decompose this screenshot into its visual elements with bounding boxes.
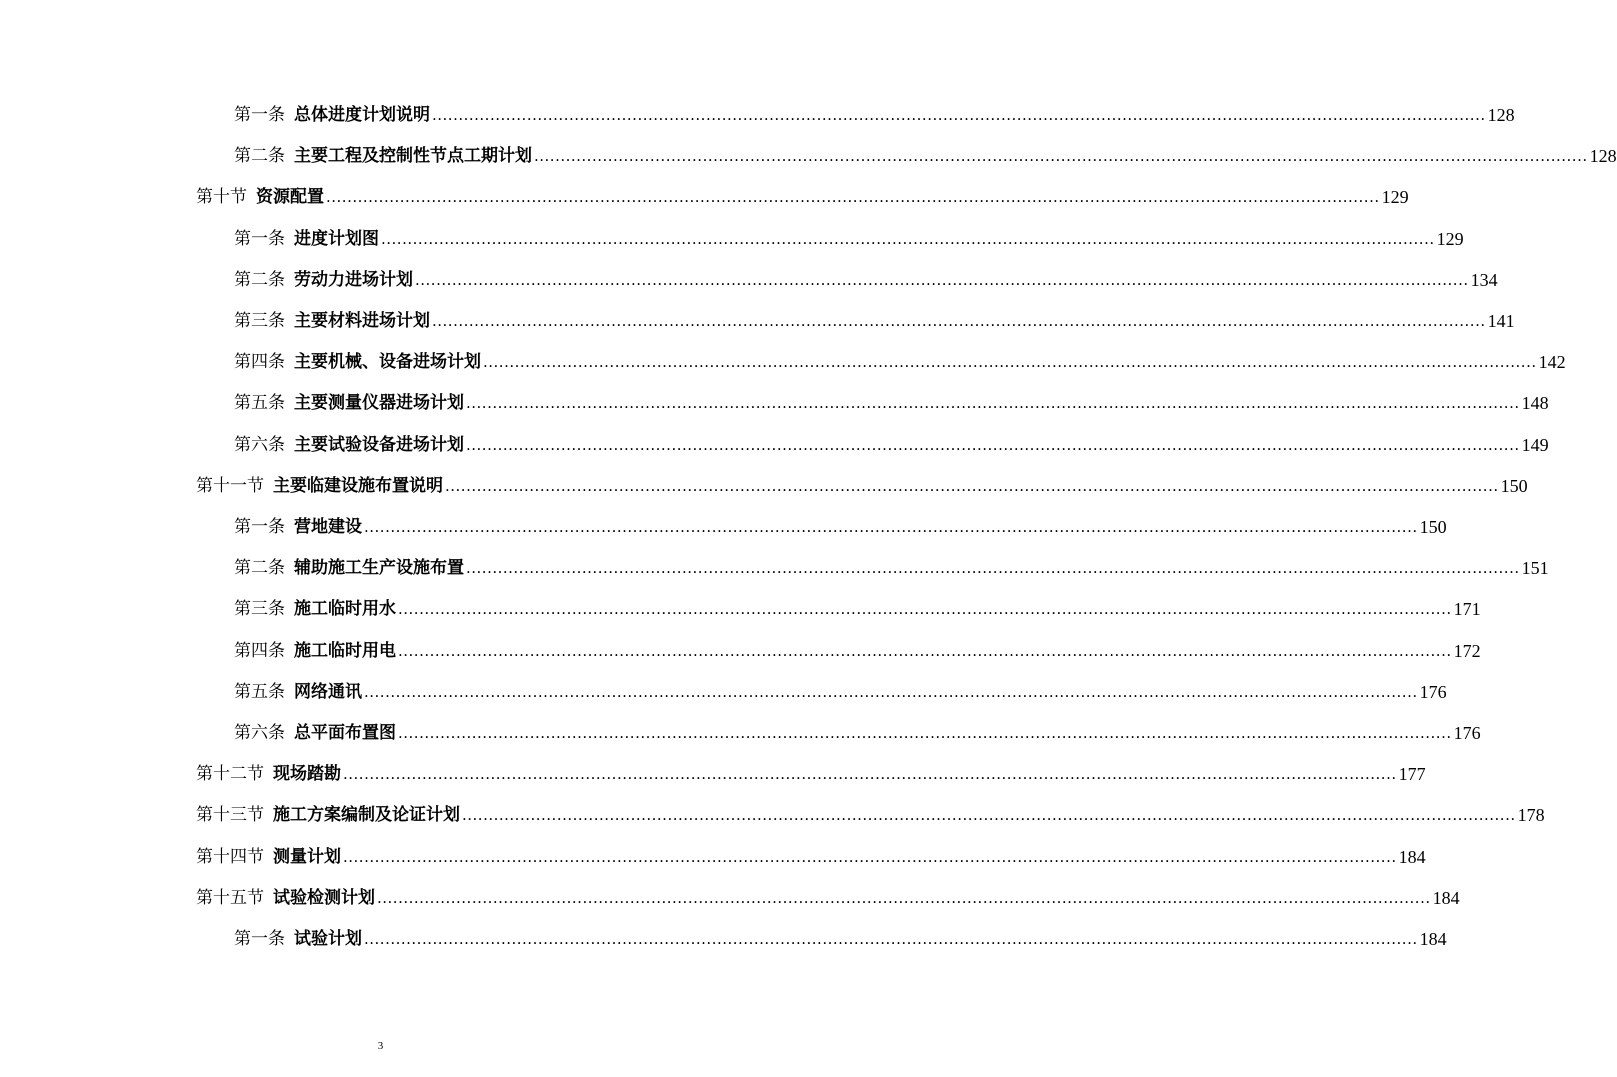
toc-entry-title: 资源配置 <box>256 187 324 208</box>
toc-entry-title: 总平面布置图 <box>294 723 396 743</box>
toc-entry-number: 第十四节 <box>196 846 264 867</box>
toc-entry-number: 第十三节 <box>196 805 264 826</box>
toc-entry-number: 第一条 <box>234 929 285 949</box>
dot-leader: ........................................................................................................................................................................................................ <box>326 188 1380 207</box>
dot-leader: ........................................................................................................................................................................................................ <box>398 600 1452 619</box>
dot-leader: ........................................................................................................................................................................................................ <box>364 930 1418 948</box>
dot-leader: ........................................................................................................................................................................................................ <box>483 353 1537 372</box>
toc-entry-number: 第一条 <box>234 105 285 125</box>
toc-entry-page: 171 <box>1453 599 1481 620</box>
toc-entry-page: 184 <box>1432 887 1460 908</box>
toc-entry[interactable] <box>196 879 1460 909</box>
toc-entry-page: 151 <box>1521 558 1549 579</box>
toc-entry-number: 第一条 <box>234 517 285 537</box>
toc-entry[interactable] <box>234 261 1498 291</box>
toc-entry[interactable] <box>234 673 1447 703</box>
toc-entry-page: 176 <box>1453 723 1481 743</box>
dot-leader: ........................................................................................................................................................................................................ <box>364 518 1418 536</box>
dot-leader: ........................................................................................................................................................................................................ <box>364 682 1418 701</box>
dot-leader: ........................................................................................................................................................................................................ <box>466 435 1520 454</box>
toc-entry[interactable] <box>234 920 1447 950</box>
toc-entry[interactable] <box>196 178 1409 208</box>
dot-leader: ........................................................................................................................................................................................................ <box>343 765 1397 784</box>
toc-entry-number: 第六条 <box>234 434 285 455</box>
toc-entry-number: 第二条 <box>234 146 285 167</box>
toc-entry-title: 主要测量仪器进场计划 <box>294 393 464 414</box>
toc-entry-title: 辅助施工生产设施布置 <box>294 558 464 579</box>
toc-entry-page: 142 <box>1538 352 1566 373</box>
toc-entry[interactable] <box>196 838 1426 868</box>
toc-entry-page: 128 <box>1487 105 1515 125</box>
toc-entry-page: 141 <box>1487 311 1515 331</box>
toc-entry-title: 进度计划图 <box>294 228 379 249</box>
toc-entry-title: 营地建设 <box>294 517 362 537</box>
toc-entry-page: 184 <box>1398 846 1426 867</box>
toc-entry-number: 第三条 <box>234 311 285 331</box>
toc-entry-number: 第十二节 <box>196 764 264 785</box>
toc-entry-title: 总体进度计划说明 <box>294 105 430 125</box>
toc-entry[interactable] <box>234 384 1549 414</box>
toc-entry[interactable] <box>234 508 1447 538</box>
toc-entry-number: 第五条 <box>234 681 285 702</box>
toc-entry-page: 148 <box>1521 393 1549 414</box>
toc-entry[interactable] <box>234 137 1617 167</box>
toc-entry-page: 150 <box>1500 475 1528 496</box>
toc-entry-title: 主要机械、设备进场计划 <box>294 352 481 373</box>
toc-entry-number: 第四条 <box>234 352 285 373</box>
toc-entry[interactable] <box>196 467 1528 497</box>
toc-entry-title: 施工临时用水 <box>294 599 396 620</box>
toc-entry-title: 测量计划 <box>273 846 341 867</box>
toc-entry-number: 第五条 <box>234 393 285 414</box>
dot-leader: ........................................................................................................................................................................................................ <box>381 229 1435 248</box>
toc-entry-title: 劳动力进场计划 <box>294 269 413 290</box>
toc-entry-page: 177 <box>1398 764 1426 785</box>
dot-leader: ........................................................................................................................................................................................................ <box>432 312 1486 330</box>
dot-leader: ........................................................................................................................................................................................................ <box>534 147 1588 166</box>
toc-entry-page: 128 <box>1589 146 1617 167</box>
toc-entry-number: 第四条 <box>234 640 285 661</box>
toc-entry-title: 主要工程及控制性节点工期计划 <box>294 146 532 167</box>
toc-entry-title: 主要材料进场计划 <box>294 311 430 331</box>
toc-entry[interactable] <box>234 343 1566 373</box>
page-number: 3 <box>377 1040 384 1052</box>
toc-entry[interactable] <box>234 426 1549 456</box>
toc-entry[interactable] <box>234 220 1464 250</box>
toc-entry-number: 第一条 <box>234 228 285 249</box>
toc-entry-number: 第十一节 <box>196 475 264 496</box>
toc-entry-title: 试验检测计划 <box>273 887 375 908</box>
toc-entry[interactable] <box>234 96 1515 126</box>
dot-leader: ........................................................................................................................................................................................................ <box>415 270 1469 289</box>
dot-leader: ........................................................................................................................................................................................................ <box>343 847 1397 866</box>
toc-entry-page: 149 <box>1521 434 1549 455</box>
toc-entry-page: 129 <box>1381 187 1409 208</box>
dot-leader: ........................................................................................................................................................................................................ <box>466 559 1520 578</box>
dot-leader: ........................................................................................................................................................................................................ <box>398 641 1452 660</box>
toc-entry-page: 178 <box>1517 805 1545 826</box>
dot-leader: ........................................................................................................................................................................................................ <box>377 888 1431 907</box>
toc-entry-number: 第十节 <box>196 187 247 208</box>
toc-entry-number: 第二条 <box>234 558 285 579</box>
toc-entry-title: 施工方案编制及论证计划 <box>273 805 460 826</box>
toc-entry-page: 172 <box>1453 640 1481 661</box>
toc-entry-title: 主要试验设备进场计划 <box>294 434 464 455</box>
toc-entry[interactable] <box>234 590 1481 620</box>
toc-entry-title: 主要临建设施布置说明 <box>273 475 443 496</box>
toc-entry-page: 176 <box>1419 681 1447 702</box>
toc-entry[interactable] <box>234 549 1549 579</box>
dot-leader: ........................................................................................................................................................................................................ <box>462 806 1516 825</box>
dot-leader: ........................................................................................................................................................................................................ <box>398 724 1452 742</box>
toc-entry-page: 184 <box>1419 929 1447 949</box>
dot-leader: ........................................................................................................................................................................................................ <box>466 394 1520 413</box>
dot-leader: ........................................................................................................................................................................................................ <box>432 106 1486 124</box>
toc-entry[interactable] <box>234 632 1481 662</box>
toc-entry[interactable] <box>196 796 1545 826</box>
toc-entry-title: 试验计划 <box>294 929 362 949</box>
toc-entry-number: 第十五节 <box>196 887 264 908</box>
toc-entry-page: 134 <box>1470 269 1498 290</box>
toc-entry-title: 网络通讯 <box>294 681 362 702</box>
toc-entry[interactable] <box>196 755 1426 785</box>
toc-entry[interactable] <box>234 302 1515 332</box>
toc-entry-number: 第二条 <box>234 269 285 290</box>
toc-entry-number: 第三条 <box>234 599 285 620</box>
toc-entry-number: 第六条 <box>234 723 285 743</box>
dot-leader: ........................................................................................................................................................................................................ <box>445 476 1499 495</box>
toc-entry-title: 现场踏勘 <box>273 764 341 785</box>
toc-entry-page: 150 <box>1419 517 1447 537</box>
toc-entry-page: 129 <box>1436 228 1464 249</box>
toc-entry[interactable] <box>234 714 1481 744</box>
toc-entry-title: 施工临时用电 <box>294 640 396 661</box>
